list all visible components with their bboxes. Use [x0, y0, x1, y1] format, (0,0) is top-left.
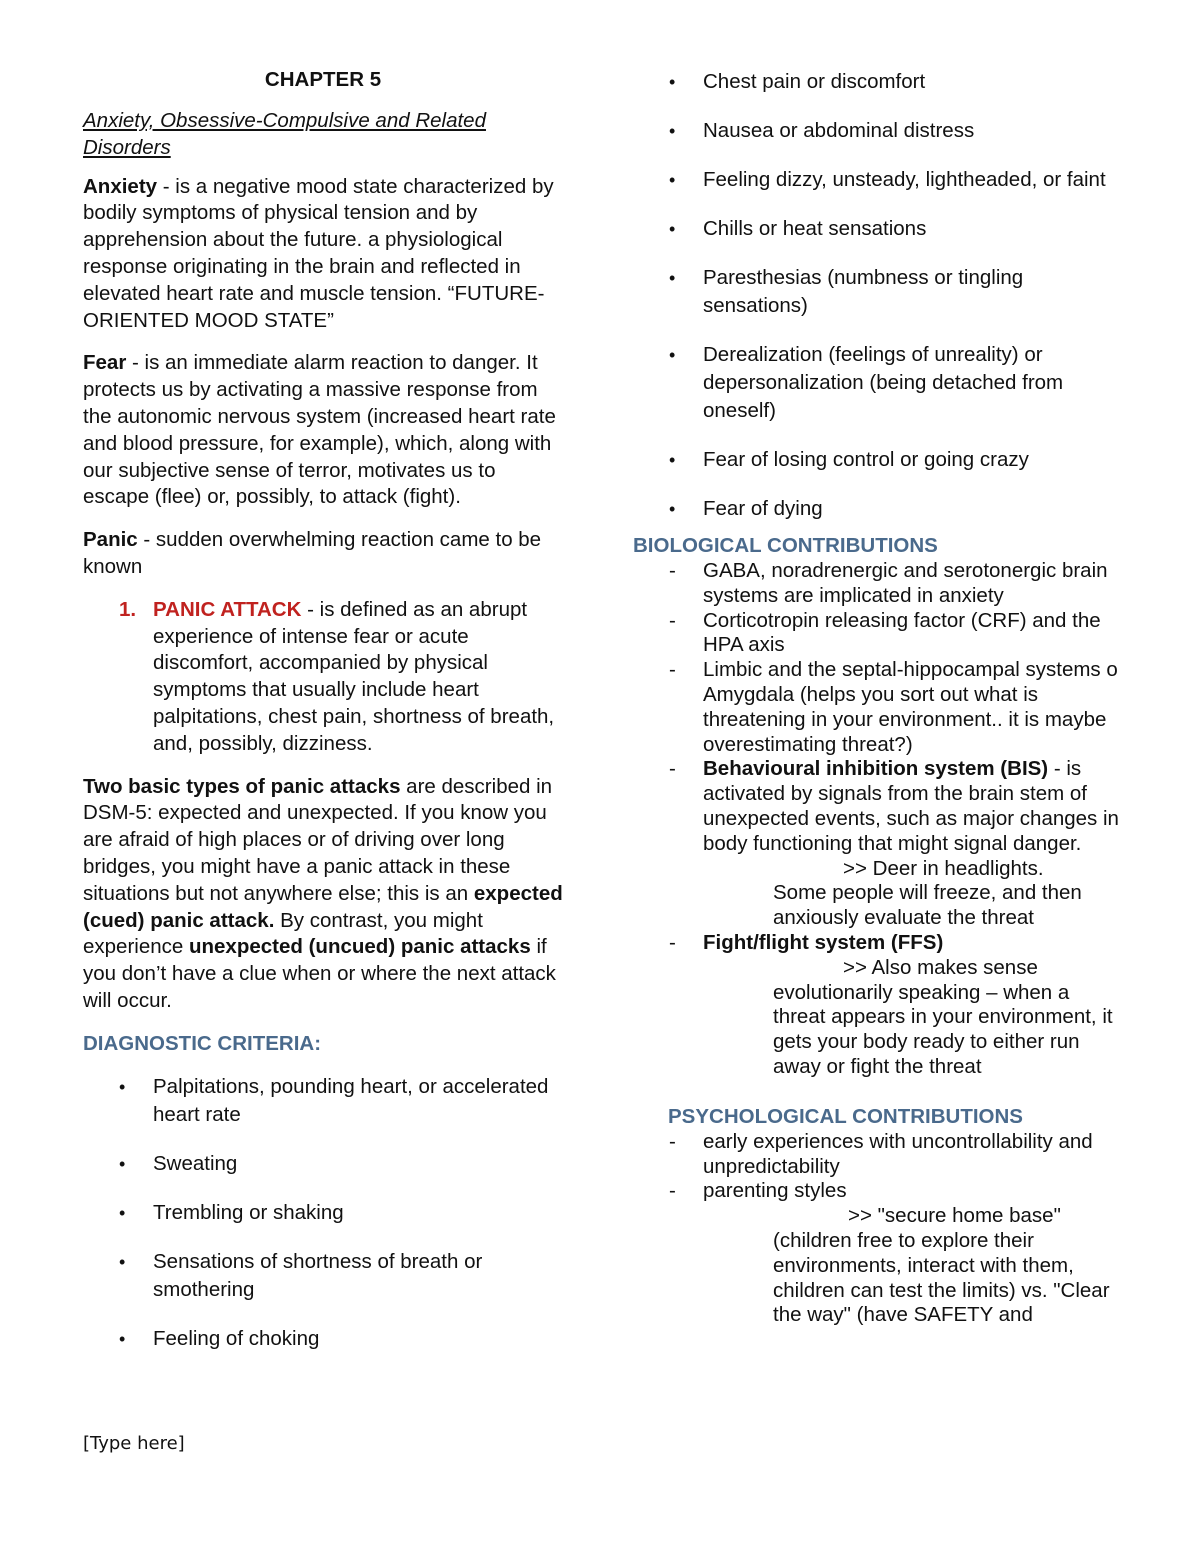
- list-number: 1.: [119, 597, 137, 621]
- ffs-term: Fight/flight system (FFS): [703, 930, 944, 954]
- dash-marker: -: [669, 608, 676, 632]
- fear-term: Fear: [83, 351, 127, 375]
- panic-text: - sudden overwhelming reaction came to be known: [83, 528, 542, 578]
- criteria-text: Palpitations, pounding heart, or accelerated heart rate: [153, 1074, 549, 1126]
- psych-text: parenting styles: [703, 1179, 847, 1203]
- criteria-text: Sensations of shortness of breath or smothering: [153, 1249, 483, 1301]
- dash-marker: -: [669, 1129, 676, 1153]
- bullet-icon: •: [119, 1076, 126, 1097]
- list-item: [633, 446, 1123, 474]
- diagnostic-criteria-heading: DIAGNOSTIC CRITERIA:: [83, 1031, 322, 1055]
- criteria-text: Sweating: [153, 1151, 238, 1175]
- psych-text: early experiences with uncontrollability and unpredictability: [703, 1129, 1093, 1178]
- bis-note-head: >> Deer in headlights.: [843, 856, 1044, 880]
- biological-list: [633, 559, 1123, 857]
- bullet-icon: •: [119, 1251, 126, 1272]
- page-footer: [Type here]: [83, 1433, 185, 1454]
- bis-term: Behavioural inhibition system (BIS): [703, 757, 1049, 781]
- panic-attack-text: - is defined as an abrupt experience of intense fear or acute discomfort, accompanied by physical symptoms that usually include heart palpitations, chest pain, shortness of breath, and, possibly, dizziness.: [153, 597, 555, 755]
- anxiety-term: Anxiety: [83, 174, 158, 198]
- criteria-text: Feeling dizzy, unsteady, lightheaded, or faint: [703, 168, 1106, 191]
- list-item: [83, 1199, 563, 1227]
- bullet-icon: •: [119, 1328, 126, 1349]
- list-item: [633, 264, 1123, 320]
- bio-text: Corticotropin releasing factor (CRF) and the HPA axis: [703, 608, 1101, 657]
- bullet-icon: •: [669, 499, 676, 519]
- types-text-3: if you don’t have a clue when or where the next attack will occur.: [83, 935, 556, 1012]
- bis-text: - is activated by signals from the brain stem of unexpected events, such as major changes in body functioning that might signal danger.: [703, 757, 1119, 855]
- criteria-text: Paresthesias (numbness or tingling sensations): [703, 266, 1024, 317]
- left-column: [83, 68, 563, 1374]
- panic-definition: [83, 527, 563, 581]
- dash-marker: -: [669, 1179, 676, 1203]
- ffs-list: [633, 931, 1123, 956]
- list-item: [633, 495, 1123, 523]
- ffs-note-head: >> Also makes sense: [843, 955, 1038, 979]
- right-column: [633, 68, 1123, 1328]
- types-text-1: are described in DSM-5: expected and unexpected. If you know you are afraid of high places or of driving over long bridges, you might have a panic attack in these situations but not anywhere else; this is an: [83, 774, 553, 905]
- list-item: [633, 117, 1123, 145]
- chapter-title: CHAPTER 5: [264, 68, 382, 91]
- bio-text: GABA, noradrenergic and serotonergic brain systems are implicated in anxiety: [703, 559, 1108, 607]
- criteria-list-left: [83, 1073, 563, 1353]
- bullet-icon: •: [669, 219, 676, 239]
- bullet-icon: •: [669, 345, 676, 365]
- bullet-icon: •: [669, 268, 676, 288]
- bullet-icon: •: [669, 450, 676, 470]
- dash-marker: -: [669, 559, 676, 582]
- panic-attack-term: PANIC ATTACK: [153, 597, 302, 621]
- list-item: [633, 166, 1123, 194]
- bis-note-body: Some people will freeze, and then anxiously evaluate the threat: [773, 881, 1082, 930]
- list-item: [633, 559, 1123, 609]
- psych-note-body: (children free to explore their environments, interact with them, children can test the limits) vs. "Clear the way" (have SAFETY and: [773, 1228, 1110, 1327]
- fear-text: - is an immediate alarm reaction to danger. It protects us by activating a massive response from the autonomic nervous system (increased heart rate and blood pressure, for example), which, along with our subjective sense of terror, motivates us to escape (flee) or, possibly, to attack (fight).: [83, 351, 556, 509]
- bullet-icon: •: [119, 1153, 126, 1174]
- criteria-text: Feeling of choking: [153, 1326, 320, 1350]
- criteria-text: Chills or heat sensations: [703, 217, 927, 240]
- criteria-text: Fear of losing control or going crazy: [703, 448, 1029, 471]
- criteria-text: Nausea or abdominal distress: [703, 119, 975, 142]
- list-item: [633, 1179, 1123, 1204]
- criteria-text: Trembling or shaking: [153, 1200, 344, 1224]
- types-bold-1: Two basic types of panic attacks: [83, 774, 401, 798]
- list-item: [633, 215, 1123, 243]
- list-item: [83, 1325, 563, 1353]
- list-item: [633, 931, 1123, 956]
- biological-contributions-heading: BIOLOGICAL CONTRIBUTIONS: [633, 534, 938, 557]
- fear-definition: [83, 350, 563, 511]
- types-bold-3: unexpected (uncued) panic attacks: [188, 935, 531, 959]
- criteria-text: Derealization (feelings of unreality) or depersonalization (being detached from oneself): [703, 343, 1064, 422]
- psychological-list: [633, 1130, 1123, 1204]
- panic-attack-item: [83, 597, 563, 758]
- dash-marker: -: [669, 757, 676, 781]
- types-bold-2: expected (cued) panic attack.: [83, 881, 563, 932]
- dash-marker: -: [669, 658, 676, 682]
- criteria-list-right: [633, 68, 1123, 523]
- bullet-icon: •: [119, 1202, 126, 1223]
- list-item: [83, 1073, 563, 1129]
- bullet-icon: •: [669, 170, 676, 190]
- list-item: [83, 1248, 563, 1304]
- psych-note-head: >> "secure home base": [848, 1204, 1061, 1228]
- list-item: [633, 1130, 1123, 1180]
- anxiety-text: - is a negative mood state characterized by bodily symptoms of physical tension and by apprehension about the future. a physiological response originating in the brain and reflected in elevated heart rate and muscle tension. “FUTURE-ORIENTED MOOD STATE”: [83, 174, 554, 332]
- chapter-subtitle: Anxiety, Obsessive-Compulsive and Related Disorders: [83, 109, 486, 159]
- bullet-icon: •: [669, 72, 676, 92]
- psychological-contributions-heading: PSYCHOLOGICAL CONTRIBUTIONS: [668, 1104, 1023, 1128]
- list-item: [633, 341, 1123, 425]
- criteria-text: Fear of dying: [703, 497, 823, 520]
- criteria-text: Chest pain or discomfort: [703, 70, 926, 93]
- dash-marker: -: [669, 930, 676, 954]
- list-item: [633, 68, 1123, 96]
- panic-term: Panic: [83, 528, 138, 552]
- list-item: [83, 1150, 563, 1178]
- list-item: [633, 658, 1123, 757]
- list-item: [633, 609, 1123, 659]
- bio-text: Limbic and the septal-hippocampal systems o Amygdala (helps you sort out what is threatening in your environment.. it is maybe overestimating threat?): [703, 658, 1118, 756]
- types-text-2: By contrast, you might experience: [83, 908, 483, 959]
- anxiety-definition: [83, 174, 563, 335]
- list-item: [633, 757, 1123, 856]
- panic-types-paragraph: [83, 774, 563, 1015]
- ffs-note-body: evolutionarily speaking – when a threat appears in your environment, it gets your body ready to either run away or fight the threat: [773, 980, 1113, 1078]
- bullet-icon: •: [669, 121, 676, 141]
